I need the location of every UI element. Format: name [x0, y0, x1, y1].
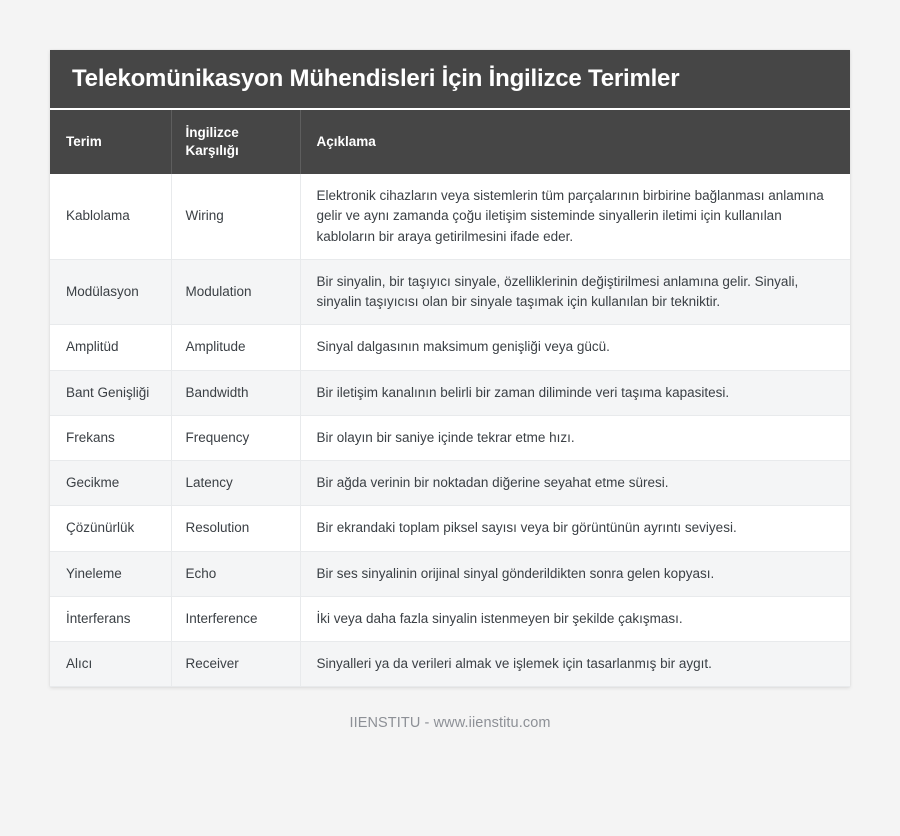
cell-english: Echo: [171, 551, 300, 596]
terms-table: [50, 110, 850, 687]
cell-english: Modulation: [171, 259, 300, 325]
cell-term: Alıcı: [50, 642, 171, 687]
cell-english: Latency: [171, 461, 300, 506]
cell-english: Resolution: [171, 506, 300, 551]
cell-term: İnterferans: [50, 596, 171, 641]
cell-description: Sinyal dalgasının maksimum genişliği veya gücü.: [300, 325, 850, 370]
cell-description: Bir ekrandaki toplam piksel sayısı veya bir görüntünün ayrıntı seviyesi.: [300, 506, 850, 551]
table-row: [50, 415, 850, 460]
cell-english: Amplitude: [171, 325, 300, 370]
table-row: [50, 596, 850, 641]
page-title: Telekomünikasyon Mühendisleri İçin İngilizce Terimler: [50, 50, 850, 110]
cell-term: Amplitüd: [50, 325, 171, 370]
table-row: [50, 506, 850, 551]
cell-description: Bir ağda verinin bir noktadan diğerine seyahat etme süresi.: [300, 461, 850, 506]
table-row: [50, 370, 850, 415]
table-row: [50, 551, 850, 596]
table-header: [50, 110, 850, 174]
cell-description: Elektronik cihazların veya sistemlerin tüm parçalarının birbirine bağlanması anlamına gelir ve aynı zamanda çoğu iletişim sisteminde sinyallerin iletimi için kullanılan kabloların bir araya getirilmesini ifade eder.: [300, 174, 850, 259]
cell-description: Bir ses sinyalinin orijinal sinyal gönderildikten sonra gelen kopyası.: [300, 551, 850, 596]
cell-description: Bir sinyalin, bir taşıyıcı sinyale, özelliklerinin değiştirilmesi anlamına gelir. Sinyali, sinyalin taşıyıcısı olan bir sinyale taşımak için kullanılan bir tekniktir.: [300, 259, 850, 325]
table-header-row: [50, 110, 850, 174]
cell-description: Bir iletişim kanalının belirli bir zaman diliminde veri taşıma kapasitesi.: [300, 370, 850, 415]
table-row: [50, 325, 850, 370]
cell-description: Bir olayın bir saniye içinde tekrar etme hızı.: [300, 415, 850, 460]
cell-term: Bant Genişliği: [50, 370, 171, 415]
table-row: [50, 642, 850, 687]
terms-card: [50, 50, 850, 687]
column-header-description: Açıklama: [316, 133, 376, 149]
cell-term: Frekans: [50, 415, 171, 460]
cell-term: Yineleme: [50, 551, 171, 596]
column-header-english: İngilizce Karşılığı: [171, 110, 300, 174]
column-header-term: Terim: [50, 110, 171, 174]
cell-term: Kablolama: [50, 174, 171, 259]
cell-description: Sinyalleri ya da verileri almak ve işlemek için tasarlanmış bir aygıt.: [300, 642, 850, 687]
cell-term: Çözünürlük: [50, 506, 171, 551]
cell-term: Modülasyon: [50, 259, 171, 325]
table-body: [50, 174, 850, 687]
cell-english: Interference: [171, 596, 300, 641]
cell-english: Wiring: [171, 174, 300, 259]
table-row: [50, 259, 850, 325]
table-row: [50, 174, 850, 259]
table-row: [50, 461, 850, 506]
cell-description: İki veya daha fazla sinyalin istenmeyen bir şekilde çakışması.: [300, 596, 850, 641]
footer-attribution: IIENSTITU - www.iienstitu.com: [349, 715, 551, 732]
cell-term: Gecikme: [50, 461, 171, 506]
cell-english: Bandwidth: [171, 370, 300, 415]
cell-english: Receiver: [171, 642, 300, 687]
cell-english: Frequency: [171, 415, 300, 460]
